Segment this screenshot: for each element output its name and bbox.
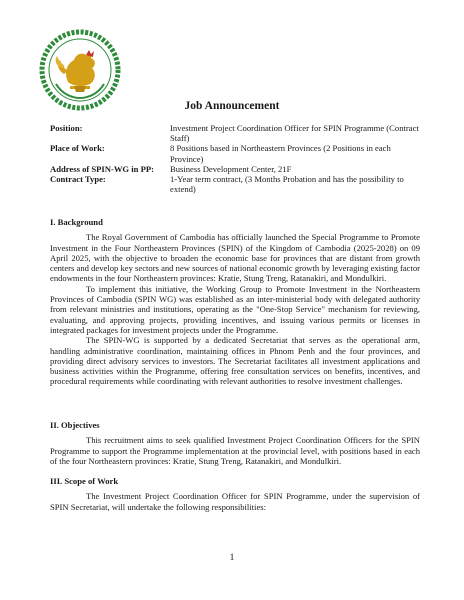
paragraph: The Royal Government of Cambodia has officially launched the Special Programme to Promote Investment in the Four Northeastern Provinces (SPIN) of the Kingdom of Cambodia (2025-2028) on 09 April 2025, with the objective to broaden the economic base for provinces that are distant from growth centers and develop key sectors and new sources of national economic growth by leveraging existing factor endowments in the four Northeastern provinces: Kratie, Stung Treng, Ratanakiri, and Mondulkiri. [50,232,420,284]
section-background [50,217,420,387]
paragraph: The SPIN-WG is supported by a dedicated Secretariat that serves as the operational arm, handling administrative coordination, maintaining offices in Phnom Penh and the four provinces, and providing direct advisory services to investors. The Secretariat facilitates all investment applications and business activities within the Programme, offering free consultation services on benefits, incentives, and procedural requirements while coordinating with relevant authorities to resolve investment challenges. [50,335,420,387]
section-objectives [50,420,420,466]
section-heading: I. Background [50,217,103,227]
info-value: Investment Project Coordination Officer for SPIN Programme (Contract Staff) [170,123,419,144]
section-heading: III. Scope of Work [50,476,119,486]
info-label: Place of Work: [50,143,105,154]
info-row-contract-type [50,174,422,194]
info-row-address [50,164,422,174]
info-label: Contract Type: [50,174,106,185]
paragraph: The Investment Project Coordination Officer for SPIN Programme, under the supervision of SPIN Secretariat, will undertake the following responsibilities: [50,491,420,512]
paragraph: To implement this initiative, the Working Group to Promote Investment in the Northeastern Provinces of Cambodia (SPIN WG) was established as an inter-ministerial body with delegated authority from relevant ministries and institutions, operating as the "One-Stop Service" mechanism for reviewing, evaluating, and approving projects, providing incentives, and issuing various permits or licenses in integrated packages for investment projects under the Programme. [50,283,420,335]
document-title: Job Announcement [184,100,280,112]
section-scope-of-work [50,476,420,512]
info-value: Business Development Center, 21F [170,163,292,174]
section-heading: II. Objectives [50,420,100,430]
paragraph: This recruitment aims to seek qualified Investment Project Coordination Officers for the SPIN Programme to support the Programme implementation at the provincial level, with positions based in each of the four Northeastern provinces: Kratie, Stung Treng, Ratanakiri, and Mondulkiri. [50,435,420,466]
page-number: 1 [229,553,235,563]
info-label: Address of SPIN-WG in PP: [50,163,154,174]
info-label: Position: [50,123,83,133]
job-info-table [50,123,422,194]
info-value: 8 Positions based in Northeastern Provinces (2 Positions in each Province) [170,143,391,164]
info-value: 1-Year term contract, (3 Months Probation and has the possibility to extend) [170,174,404,195]
info-row-place-of-work [50,143,422,163]
info-row-position [50,123,422,143]
